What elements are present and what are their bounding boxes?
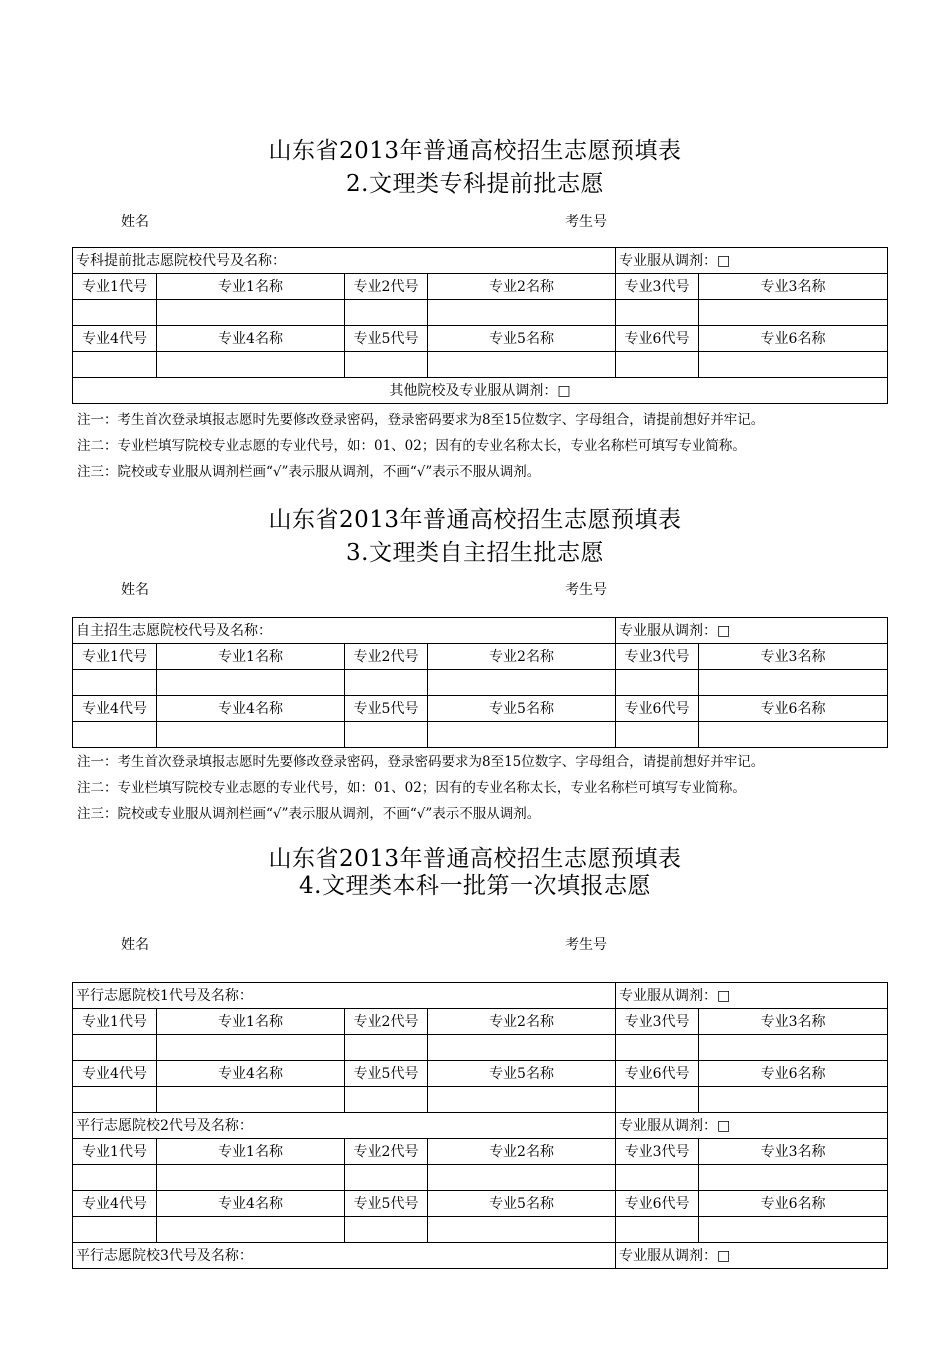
input-cell[interactable] xyxy=(345,1035,428,1061)
input-cell[interactable] xyxy=(428,1087,616,1113)
input-cell[interactable] xyxy=(428,670,616,696)
input-cell[interactable] xyxy=(73,1217,157,1243)
name-label: 姓名 xyxy=(121,214,149,230)
header-cell: 专业5名称 xyxy=(428,326,616,352)
input-cell[interactable] xyxy=(157,1087,345,1113)
input-cell[interactable] xyxy=(345,722,428,748)
header-cell: 专业6代号 xyxy=(616,326,699,352)
header-cell: 专业1名称 xyxy=(157,274,345,300)
name-label: 姓名 xyxy=(121,937,149,953)
note-3: 注三：院校或专业服从调剂栏画“√”表示服从调剂，不画“√”表示不服从调剂。 xyxy=(77,464,541,480)
header-cell: 专业3代号 xyxy=(616,644,699,670)
input-cell[interactable] xyxy=(699,1165,888,1191)
adjust-checkbox[interactable]: 专业服从调剂：□ xyxy=(616,1243,888,1269)
input-cell[interactable] xyxy=(616,1035,699,1061)
header-cell: 专业3名称 xyxy=(699,1139,888,1165)
input-cell[interactable] xyxy=(73,1087,157,1113)
input-cell[interactable] xyxy=(73,670,157,696)
header-cell: 专业3代号 xyxy=(616,1139,699,1165)
input-cell[interactable] xyxy=(428,1165,616,1191)
school-3-label: 平行志愿院校3代号及名称： xyxy=(73,1243,616,1269)
input-cell[interactable] xyxy=(345,1217,428,1243)
note-3: 注三：院校或专业服从调剂栏画“√”表示服从调剂，不画“√”表示不服从调剂。 xyxy=(77,806,541,822)
header-cell: 专业4代号 xyxy=(73,696,157,722)
header-cell: 专业3代号 xyxy=(616,1009,699,1035)
input-cell[interactable] xyxy=(73,300,157,326)
input-cell[interactable] xyxy=(428,1035,616,1061)
header-cell: 专业5代号 xyxy=(345,1061,428,1087)
header-cell: 专业2名称 xyxy=(428,1009,616,1035)
input-cell[interactable] xyxy=(616,352,699,378)
input-cell[interactable] xyxy=(345,1087,428,1113)
input-cell[interactable] xyxy=(616,1217,699,1243)
exam-no-label: 考生号 xyxy=(565,937,607,953)
input-cell[interactable] xyxy=(157,1035,345,1061)
header-cell: 专业1名称 xyxy=(157,644,345,670)
exam-no-label: 考生号 xyxy=(565,214,607,230)
header-cell: 专业3名称 xyxy=(699,644,888,670)
header-cell: 专业3代号 xyxy=(616,274,699,300)
header-cell: 专业2代号 xyxy=(345,1009,428,1035)
header-cell: 专业2名称 xyxy=(428,1139,616,1165)
input-cell[interactable] xyxy=(699,1217,888,1243)
volunteer-table xyxy=(72,982,888,1269)
header-cell: 专业6名称 xyxy=(699,326,888,352)
input-cell[interactable] xyxy=(616,1087,699,1113)
input-cell[interactable] xyxy=(699,722,888,748)
header-cell: 专业3名称 xyxy=(699,274,888,300)
input-cell[interactable] xyxy=(157,670,345,696)
header-cell: 专业5名称 xyxy=(428,1061,616,1087)
header-cell: 专业4名称 xyxy=(157,696,345,722)
header-cell: 专业4代号 xyxy=(73,326,157,352)
input-cell[interactable] xyxy=(157,352,345,378)
note-1: 注一：考生首次登录填报志愿时先要修改登录密码，登录密码要求为8至15位数字、字母组合，请提前想好并牢记。 xyxy=(77,754,765,770)
section-title: 山东省2013年普通高校招生志愿预填表 xyxy=(268,507,682,533)
input-cell[interactable] xyxy=(699,670,888,696)
volunteer-table xyxy=(72,247,888,404)
input-cell[interactable] xyxy=(157,1165,345,1191)
header-cell: 专业1名称 xyxy=(157,1009,345,1035)
note-2: 注二：专业栏填写院校专业志愿的专业代号，如：01、02；因有的专业名称太长，专业名称栏可填写专业简称。 xyxy=(77,438,746,454)
header-cell: 专业5名称 xyxy=(428,1191,616,1217)
header-cell: 专业5名称 xyxy=(428,696,616,722)
input-cell[interactable] xyxy=(699,1035,888,1061)
section-subtitle: 3.文理类自主招生批志愿 xyxy=(346,540,604,566)
input-cell[interactable] xyxy=(73,722,157,748)
school-2-label: 平行志愿院校2代号及名称： xyxy=(73,1113,616,1139)
section-subtitle: 2.文理类专科提前批志愿 xyxy=(346,171,604,197)
note-2: 注二：专业栏填写院校专业志愿的专业代号，如：01、02；因有的专业名称太长，专业名称栏可填写专业简称。 xyxy=(77,780,746,796)
name-label: 姓名 xyxy=(121,582,149,598)
input-cell[interactable] xyxy=(699,352,888,378)
school-1-label: 平行志愿院校1代号及名称： xyxy=(73,983,616,1009)
input-cell[interactable] xyxy=(428,722,616,748)
section-title: 山东省2013年普通高校招生志愿预填表 xyxy=(268,846,682,872)
header-cell: 专业6代号 xyxy=(616,1191,699,1217)
input-cell[interactable] xyxy=(157,722,345,748)
input-cell[interactable] xyxy=(428,300,616,326)
header-cell: 专业3名称 xyxy=(699,1009,888,1035)
school-code-label: 专科提前批志愿院校代号及名称： xyxy=(73,248,616,274)
input-cell[interactable] xyxy=(345,670,428,696)
header-cell: 专业2代号 xyxy=(345,644,428,670)
header-cell: 专业6代号 xyxy=(616,1061,699,1087)
header-cell: 专业2名称 xyxy=(428,644,616,670)
adjust-checkbox[interactable]: 专业服从调剂：□ xyxy=(616,983,888,1009)
school-code-label: 自主招生志愿院校代号及名称： xyxy=(73,618,616,644)
adjust-checkbox[interactable]: 专业服从调剂：□ xyxy=(616,1113,888,1139)
input-cell[interactable] xyxy=(157,1217,345,1243)
header-cell: 专业1代号 xyxy=(73,274,157,300)
header-cell: 专业1名称 xyxy=(157,1139,345,1165)
header-cell: 专业2代号 xyxy=(345,1139,428,1165)
input-cell[interactable] xyxy=(616,1165,699,1191)
header-cell: 专业6代号 xyxy=(616,696,699,722)
header-cell: 专业4名称 xyxy=(157,326,345,352)
input-cell[interactable] xyxy=(73,1035,157,1061)
section-title: 山东省2013年普通高校招生志愿预填表 xyxy=(268,138,682,164)
volunteer-table xyxy=(72,617,888,748)
other-adjust-checkbox[interactable]: 其他院校及专业服从调剂：□ xyxy=(73,378,888,404)
input-cell[interactable] xyxy=(345,1165,428,1191)
input-cell[interactable] xyxy=(616,722,699,748)
header-cell: 专业5代号 xyxy=(345,696,428,722)
header-cell: 专业4代号 xyxy=(73,1191,157,1217)
input-cell[interactable] xyxy=(73,1165,157,1191)
header-cell: 专业4名称 xyxy=(157,1061,345,1087)
input-cell[interactable] xyxy=(699,300,888,326)
header-cell: 专业1代号 xyxy=(73,1139,157,1165)
header-cell: 专业2名称 xyxy=(428,274,616,300)
header-cell: 专业6名称 xyxy=(699,1061,888,1087)
section-subtitle: 4.文理类本科一批第一次填报志愿 xyxy=(299,873,651,899)
header-cell: 专业2代号 xyxy=(345,274,428,300)
header-cell: 专业1代号 xyxy=(73,1009,157,1035)
header-cell: 专业1代号 xyxy=(73,644,157,670)
input-cell[interactable] xyxy=(345,300,428,326)
input-cell[interactable] xyxy=(428,1217,616,1243)
header-cell: 专业6名称 xyxy=(699,1191,888,1217)
note-1: 注一：考生首次登录填报志愿时先要修改登录密码，登录密码要求为8至15位数字、字母组合，请提前想好并牢记。 xyxy=(77,412,765,428)
exam-no-label: 考生号 xyxy=(565,582,607,598)
header-cell: 专业5代号 xyxy=(345,326,428,352)
header-cell: 专业6名称 xyxy=(699,696,888,722)
input-cell[interactable] xyxy=(616,300,699,326)
header-cell: 专业4名称 xyxy=(157,1191,345,1217)
adjust-checkbox[interactable]: 专业服从调剂：□ xyxy=(616,618,888,644)
header-cell: 专业4代号 xyxy=(73,1061,157,1087)
input-cell[interactable] xyxy=(699,1087,888,1113)
input-cell[interactable] xyxy=(616,670,699,696)
header-cell: 专业5代号 xyxy=(345,1191,428,1217)
input-cell[interactable] xyxy=(345,352,428,378)
input-cell[interactable] xyxy=(157,300,345,326)
input-cell[interactable] xyxy=(428,352,616,378)
input-cell[interactable] xyxy=(73,352,157,378)
adjust-checkbox[interactable]: 专业服从调剂：□ xyxy=(616,248,888,274)
